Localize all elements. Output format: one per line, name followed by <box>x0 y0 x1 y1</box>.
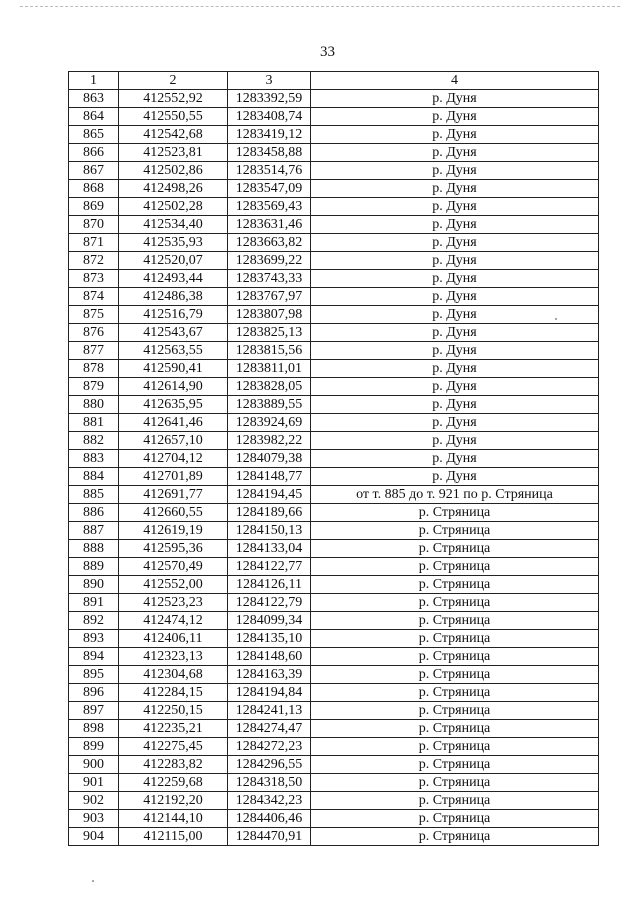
y-coordinate-cell: 1284274,47 <box>228 720 311 738</box>
y-coordinate-cell: 1284126,11 <box>228 576 311 594</box>
table-row <box>69 792 599 810</box>
x-coordinate-cell: 412595,36 <box>119 540 228 558</box>
description-cell: р. Стряница <box>311 774 599 792</box>
point-number-cell: 879 <box>69 378 119 396</box>
table-row <box>69 522 599 540</box>
x-coordinate-cell: 412502,86 <box>119 162 228 180</box>
description-cell: от т. 885 до т. 921 по р. Стряница <box>311 486 599 504</box>
column-header: 1 <box>69 72 119 90</box>
description-cell: р. Дуня <box>311 270 599 288</box>
point-number-cell: 889 <box>69 558 119 576</box>
table-row <box>69 270 599 288</box>
description-cell: р. Стряница <box>311 828 599 846</box>
x-coordinate-cell: 412144,10 <box>119 810 228 828</box>
point-number-cell: 864 <box>69 108 119 126</box>
description-cell: р. Стряница <box>311 738 599 756</box>
point-number-cell: 900 <box>69 756 119 774</box>
y-coordinate-cell: 1284318,50 <box>228 774 311 792</box>
table-row <box>69 144 599 162</box>
point-number-cell: 885 <box>69 486 119 504</box>
description-cell: р. Дуня <box>311 450 599 468</box>
description-cell: р. Дуня <box>311 234 599 252</box>
point-number-cell: 872 <box>69 252 119 270</box>
y-coordinate-cell: 1284150,13 <box>228 522 311 540</box>
table-row <box>69 234 599 252</box>
y-coordinate-cell: 1283924,69 <box>228 414 311 432</box>
point-number-cell: 878 <box>69 360 119 378</box>
table-row <box>69 252 599 270</box>
y-coordinate-cell: 1283828,05 <box>228 378 311 396</box>
description-cell: р. Стряница <box>311 522 599 540</box>
x-coordinate-cell: 412235,21 <box>119 720 228 738</box>
table-row <box>69 396 599 414</box>
x-coordinate-cell: 412635,95 <box>119 396 228 414</box>
description-cell: р. Дуня <box>311 378 599 396</box>
x-coordinate-cell: 412284,15 <box>119 684 228 702</box>
point-number-cell: 867 <box>69 162 119 180</box>
scan-speck <box>92 880 94 882</box>
table-row <box>69 558 599 576</box>
table-row <box>69 648 599 666</box>
y-coordinate-cell: 1284099,34 <box>228 612 311 630</box>
table-row <box>69 756 599 774</box>
y-coordinate-cell: 1284406,46 <box>228 810 311 828</box>
table-row <box>69 126 599 144</box>
point-number-cell: 876 <box>69 324 119 342</box>
x-coordinate-cell: 412542,68 <box>119 126 228 144</box>
table-row <box>69 90 599 108</box>
description-cell: р. Дуня <box>311 306 599 324</box>
x-coordinate-cell: 412259,68 <box>119 774 228 792</box>
point-number-cell: 891 <box>69 594 119 612</box>
table-row <box>69 828 599 846</box>
x-coordinate-cell: 412516,79 <box>119 306 228 324</box>
x-coordinate-cell: 412523,23 <box>119 594 228 612</box>
description-cell: р. Дуня <box>311 198 599 216</box>
point-number-cell: 882 <box>69 432 119 450</box>
y-coordinate-cell: 1283458,88 <box>228 144 311 162</box>
description-cell: р. Дуня <box>311 432 599 450</box>
x-coordinate-cell: 412115,00 <box>119 828 228 846</box>
scan-speck <box>555 318 557 320</box>
x-coordinate-cell: 412660,55 <box>119 504 228 522</box>
y-coordinate-cell: 1283631,46 <box>228 216 311 234</box>
x-coordinate-cell: 412493,44 <box>119 270 228 288</box>
page-number: 33 <box>320 44 335 60</box>
point-number-cell: 887 <box>69 522 119 540</box>
description-cell: р. Стряница <box>311 594 599 612</box>
table-row <box>69 486 599 504</box>
table-row <box>69 720 599 738</box>
table-row <box>69 378 599 396</box>
y-coordinate-cell: 1283663,82 <box>228 234 311 252</box>
table-row <box>69 108 599 126</box>
y-coordinate-cell: 1284194,84 <box>228 684 311 702</box>
point-number-cell: 892 <box>69 612 119 630</box>
point-number-cell: 890 <box>69 576 119 594</box>
y-coordinate-cell: 1283569,43 <box>228 198 311 216</box>
x-coordinate-cell: 412614,90 <box>119 378 228 396</box>
y-coordinate-cell: 1284079,38 <box>228 450 311 468</box>
description-cell: р. Дуня <box>311 324 599 342</box>
x-coordinate-cell: 412535,93 <box>119 234 228 252</box>
y-coordinate-cell: 1283825,13 <box>228 324 311 342</box>
point-number-cell: 881 <box>69 414 119 432</box>
x-coordinate-cell: 412250,15 <box>119 702 228 720</box>
y-coordinate-cell: 1284148,60 <box>228 648 311 666</box>
table-row <box>69 810 599 828</box>
point-number-cell: 884 <box>69 468 119 486</box>
x-coordinate-cell: 412552,92 <box>119 90 228 108</box>
y-coordinate-cell: 1284163,39 <box>228 666 311 684</box>
table-row <box>69 342 599 360</box>
point-number-cell: 869 <box>69 198 119 216</box>
x-coordinate-cell: 412523,81 <box>119 144 228 162</box>
table-row <box>69 504 599 522</box>
description-cell: р. Дуня <box>311 162 599 180</box>
point-number-cell: 874 <box>69 288 119 306</box>
description-cell: р. Дуня <box>311 342 599 360</box>
x-coordinate-cell: 412502,28 <box>119 198 228 216</box>
y-coordinate-cell: 1284122,77 <box>228 558 311 576</box>
x-coordinate-cell: 412520,07 <box>119 252 228 270</box>
x-coordinate-cell: 412406,11 <box>119 630 228 648</box>
table-row <box>69 684 599 702</box>
description-cell: р. Стряница <box>311 810 599 828</box>
y-coordinate-cell: 1283699,22 <box>228 252 311 270</box>
table-row <box>69 702 599 720</box>
description-cell: р. Стряница <box>311 558 599 576</box>
table-row <box>69 576 599 594</box>
table-row <box>69 450 599 468</box>
table-row <box>69 666 599 684</box>
point-number-cell: 877 <box>69 342 119 360</box>
x-coordinate-cell: 412275,45 <box>119 738 228 756</box>
y-coordinate-cell: 1283408,74 <box>228 108 311 126</box>
point-number-cell: 898 <box>69 720 119 738</box>
y-coordinate-cell: 1283547,09 <box>228 180 311 198</box>
point-number-cell: 880 <box>69 396 119 414</box>
point-number-cell: 865 <box>69 126 119 144</box>
description-cell: р. Стряница <box>311 630 599 648</box>
point-number-cell: 904 <box>69 828 119 846</box>
point-number-cell: 888 <box>69 540 119 558</box>
x-coordinate-cell: 412701,89 <box>119 468 228 486</box>
y-coordinate-cell: 1283419,12 <box>228 126 311 144</box>
y-coordinate-cell: 1283743,33 <box>228 270 311 288</box>
x-coordinate-cell: 412619,19 <box>119 522 228 540</box>
point-number-cell: 893 <box>69 630 119 648</box>
top-border-line <box>20 6 620 7</box>
description-cell: р. Стряница <box>311 666 599 684</box>
x-coordinate-cell: 412192,20 <box>119 792 228 810</box>
y-coordinate-cell: 1284470,91 <box>228 828 311 846</box>
point-number-cell: 895 <box>69 666 119 684</box>
y-coordinate-cell: 1284296,55 <box>228 756 311 774</box>
point-number-cell: 903 <box>69 810 119 828</box>
x-coordinate-cell: 412552,00 <box>119 576 228 594</box>
description-cell: р. Дуня <box>311 414 599 432</box>
x-coordinate-cell: 412590,41 <box>119 360 228 378</box>
x-coordinate-cell: 412641,46 <box>119 414 228 432</box>
table-row <box>69 306 599 324</box>
y-coordinate-cell: 1283889,55 <box>228 396 311 414</box>
description-cell: р. Стряница <box>311 576 599 594</box>
y-coordinate-cell: 1284148,77 <box>228 468 311 486</box>
table-row <box>69 360 599 378</box>
point-number-cell: 886 <box>69 504 119 522</box>
point-number-cell: 868 <box>69 180 119 198</box>
table-row <box>69 288 599 306</box>
point-number-cell: 883 <box>69 450 119 468</box>
point-number-cell: 899 <box>69 738 119 756</box>
description-cell: р. Дуня <box>311 252 599 270</box>
table-row <box>69 180 599 198</box>
x-coordinate-cell: 412534,40 <box>119 216 228 234</box>
y-coordinate-cell: 1283811,01 <box>228 360 311 378</box>
point-number-cell: 875 <box>69 306 119 324</box>
table-row <box>69 630 599 648</box>
description-cell: р. Дуня <box>311 468 599 486</box>
description-cell: р. Дуня <box>311 126 599 144</box>
table-row <box>69 612 599 630</box>
y-coordinate-cell: 1283807,98 <box>228 306 311 324</box>
point-number-cell: 871 <box>69 234 119 252</box>
table-header-row <box>69 72 599 90</box>
x-coordinate-cell: 412304,68 <box>119 666 228 684</box>
x-coordinate-cell: 412704,12 <box>119 450 228 468</box>
table-body <box>69 90 599 846</box>
description-cell: р. Дуня <box>311 108 599 126</box>
x-coordinate-cell: 412323,13 <box>119 648 228 666</box>
point-number-cell: 901 <box>69 774 119 792</box>
column-header: 2 <box>119 72 228 90</box>
description-cell: р. Дуня <box>311 180 599 198</box>
description-cell: р. Стряница <box>311 756 599 774</box>
description-cell: р. Стряница <box>311 684 599 702</box>
table-row <box>69 594 599 612</box>
table-row <box>69 198 599 216</box>
x-coordinate-cell: 412691,77 <box>119 486 228 504</box>
table-row <box>69 774 599 792</box>
description-cell: р. Стряница <box>311 720 599 738</box>
y-coordinate-cell: 1283815,56 <box>228 342 311 360</box>
point-number-cell: 863 <box>69 90 119 108</box>
x-coordinate-cell: 412498,26 <box>119 180 228 198</box>
table-row <box>69 738 599 756</box>
x-coordinate-cell: 412570,49 <box>119 558 228 576</box>
y-coordinate-cell: 1283982,22 <box>228 432 311 450</box>
description-cell: р. Дуня <box>311 360 599 378</box>
description-cell: р. Стряница <box>311 540 599 558</box>
y-coordinate-cell: 1284342,23 <box>228 792 311 810</box>
description-cell: р. Стряница <box>311 648 599 666</box>
y-coordinate-cell: 1284135,10 <box>228 630 311 648</box>
y-coordinate-cell: 1283514,76 <box>228 162 311 180</box>
y-coordinate-cell: 1284241,13 <box>228 702 311 720</box>
description-cell: р. Дуня <box>311 90 599 108</box>
y-coordinate-cell: 1284122,79 <box>228 594 311 612</box>
description-cell: р. Стряница <box>311 504 599 522</box>
x-coordinate-cell: 412486,38 <box>119 288 228 306</box>
point-number-cell: 870 <box>69 216 119 234</box>
y-coordinate-cell: 1284189,66 <box>228 504 311 522</box>
x-coordinate-cell: 412550,55 <box>119 108 228 126</box>
table-row <box>69 468 599 486</box>
x-coordinate-cell: 412657,10 <box>119 432 228 450</box>
y-coordinate-cell: 1284272,23 <box>228 738 311 756</box>
y-coordinate-cell: 1283392,59 <box>228 90 311 108</box>
coordinates-table <box>68 71 599 846</box>
x-coordinate-cell: 412543,67 <box>119 324 228 342</box>
table-row <box>69 414 599 432</box>
x-coordinate-cell: 412563,55 <box>119 342 228 360</box>
table-row <box>69 216 599 234</box>
description-cell: р. Дуня <box>311 144 599 162</box>
y-coordinate-cell: 1284133,04 <box>228 540 311 558</box>
description-cell: р. Дуня <box>311 288 599 306</box>
table-row <box>69 540 599 558</box>
x-coordinate-cell: 412283,82 <box>119 756 228 774</box>
description-cell: р. Дуня <box>311 216 599 234</box>
point-number-cell: 894 <box>69 648 119 666</box>
table-row <box>69 324 599 342</box>
point-number-cell: 873 <box>69 270 119 288</box>
description-cell: р. Стряница <box>311 612 599 630</box>
point-number-cell: 897 <box>69 702 119 720</box>
point-number-cell: 866 <box>69 144 119 162</box>
point-number-cell: 896 <box>69 684 119 702</box>
y-coordinate-cell: 1283767,97 <box>228 288 311 306</box>
x-coordinate-cell: 412474,12 <box>119 612 228 630</box>
table-row <box>69 432 599 450</box>
point-number-cell: 902 <box>69 792 119 810</box>
table-row <box>69 162 599 180</box>
description-cell: р. Стряница <box>311 702 599 720</box>
description-cell: р. Дуня <box>311 396 599 414</box>
description-cell: р. Стряница <box>311 792 599 810</box>
y-coordinate-cell: 1284194,45 <box>228 486 311 504</box>
column-header: 4 <box>311 72 599 90</box>
column-header: 3 <box>228 72 311 90</box>
